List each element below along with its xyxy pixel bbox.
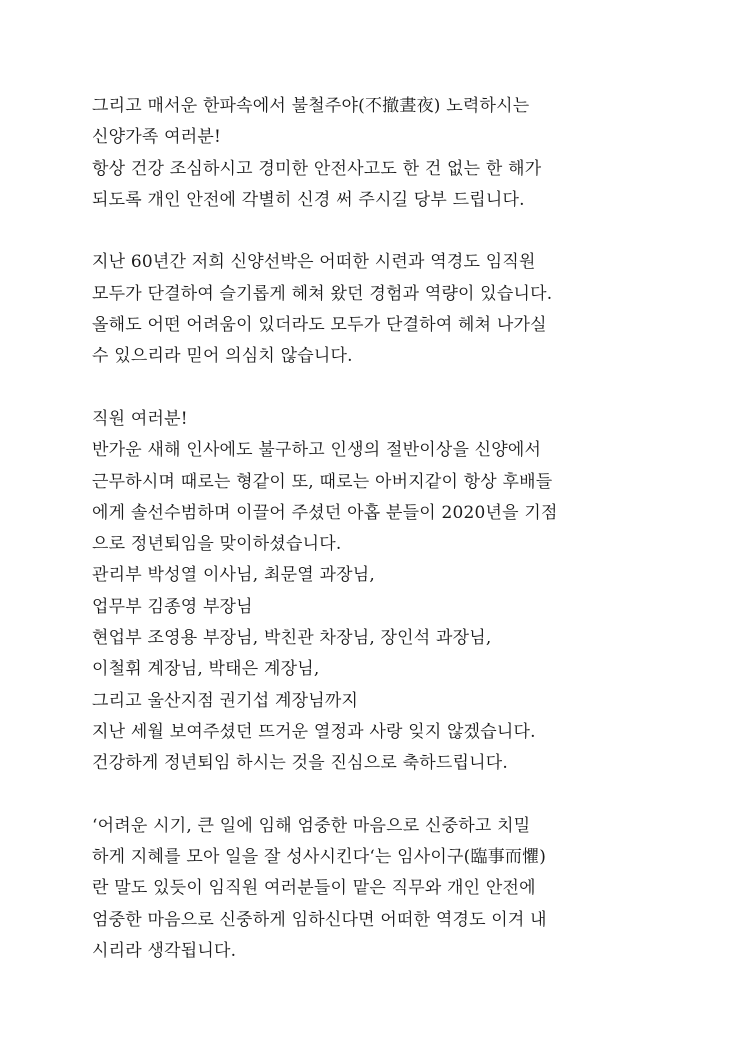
text-line: 현업부 조영용 부장님, 박친관 차장님, 장인석 과장님, <box>92 628 492 649</box>
text-line: 시리라 생각됩니다. <box>92 941 237 962</box>
paragraph-history <box>92 247 652 372</box>
text-line: 업무부 김종영 부장님 <box>92 596 253 617</box>
text-line: 근무하시며 때로는 형같이 또, 때로는 아버지같이 항상 후배들 <box>92 471 553 492</box>
paragraph-gap <box>92 373 652 404</box>
text-line: 란 말도 있듯이 임직원 여러분들이 맡은 직무와 개인 안전에 <box>92 878 536 899</box>
text-line: 지난 세월 보여주셨던 뜨거운 열정과 사랑 잊지 않겠습니다. <box>92 721 536 742</box>
text-line: 모두가 단결하여 슬기롭게 헤쳐 왔던 경험과 역량이 있습니다. <box>92 283 553 304</box>
text-line: 으로 정년퇴임을 맞이하셨습니다. <box>92 534 342 555</box>
text-line: ‘어려운 시기, 큰 일에 임해 엄중한 마음으로 신중하고 치밀 <box>92 815 531 836</box>
text-line: 관리부 박성열 이사님, 최문열 과장님, <box>92 565 375 586</box>
text-line: 이철휘 계장님, 박태은 계장님, <box>92 659 320 680</box>
paragraph-gap <box>92 216 652 247</box>
text-line: 직원 여러분! <box>92 408 188 429</box>
text-line: 에게 솔선수범하며 이끌어 주셨던 아홉 분들이 2020년을 기점 <box>92 502 558 523</box>
text-line: 그리고 울산지점 권기섭 계장님까지 <box>92 690 359 711</box>
paragraph-proverb <box>92 811 652 967</box>
text-line: 하게 지혜를 모아 일을 잘 성사시킨다‘는 임사이구(臨事而懼) <box>92 847 547 868</box>
text-line: 건강하게 정년퇴임 하시는 것을 진심으로 축하드립니다. <box>92 753 508 774</box>
text-line: 엄중한 마음으로 신중하게 임하신다면 어떠한 역경도 이겨 내 <box>92 909 547 930</box>
text-line: 항상 건강 조심하시고 경미한 안전사고도 한 건 없는 한 해가 <box>92 158 542 179</box>
text-line: 반가운 새해 인사에도 불구하고 인생의 절반이상을 신양에서 <box>92 440 542 461</box>
paragraph-greeting <box>92 91 652 216</box>
text-line: 그리고 매서운 한파속에서 불철주야(不撤晝夜) 노력하시는 <box>92 96 530 116</box>
text-line: 되도록 개인 안전에 각별히 신경 써 주시길 당부 드립니다. <box>92 189 525 210</box>
text-line: 지난 60년간 저희 신양선박은 어떠한 시련과 역경도 임직원 <box>92 252 536 273</box>
text-line: 수 있으리라 믿어 의심치 않습니다. <box>92 346 353 367</box>
document-body <box>92 91 652 967</box>
paragraph-gap <box>92 780 652 811</box>
text-line: 신양가족 여러분! <box>92 127 221 148</box>
text-line: 올해도 어떤 어려움이 있더라도 모두가 단결하여 헤쳐 나가실 <box>92 315 547 336</box>
paragraph-retirement <box>92 404 652 780</box>
